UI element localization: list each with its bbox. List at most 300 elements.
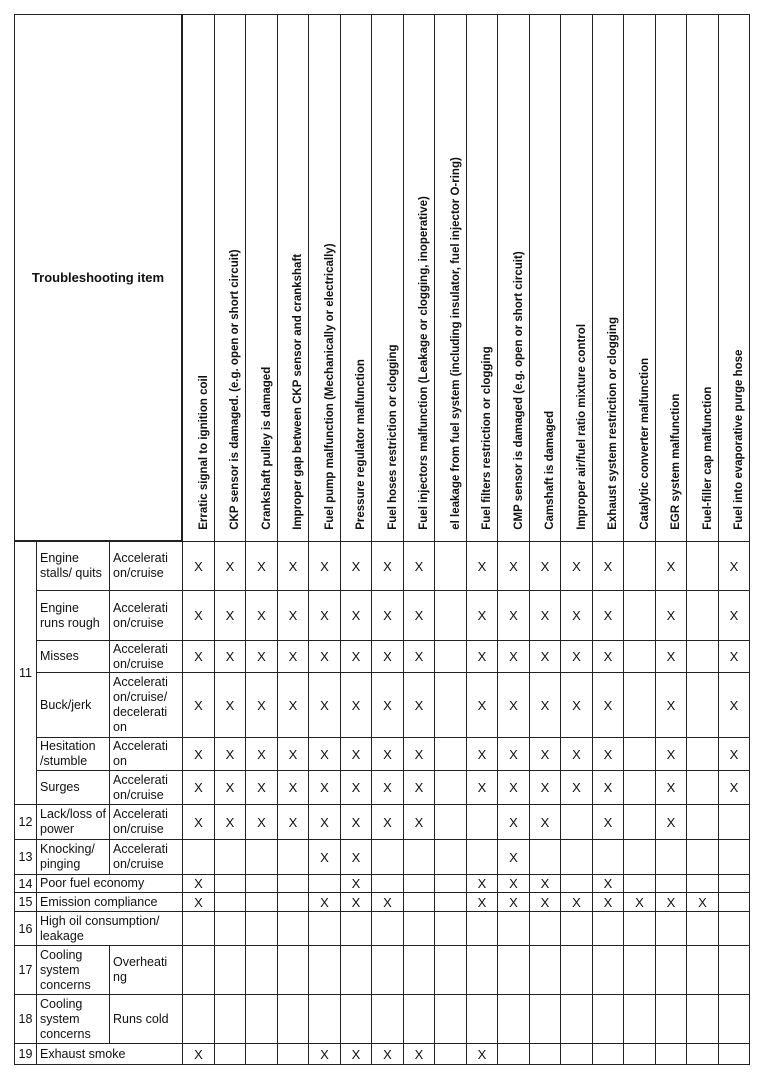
check-cell <box>214 672 246 738</box>
column-header <box>529 14 561 542</box>
item-number-label: 17 <box>18 963 33 977</box>
check-cell <box>497 994 530 1044</box>
check-cell <box>340 911 372 946</box>
x-mark: X <box>666 814 676 830</box>
check-cell <box>371 804 404 840</box>
check-cell <box>340 541 372 591</box>
x-mark: X <box>225 608 235 623</box>
check-cell <box>466 839 498 875</box>
check-cell <box>434 737 467 771</box>
check-cell <box>655 737 687 771</box>
check-cell <box>403 1043 435 1065</box>
condition-cell <box>109 770 183 805</box>
check-cell <box>308 839 341 875</box>
x-mark: X <box>729 558 739 574</box>
check-cell <box>340 874 372 893</box>
symptom-cell <box>36 541 110 591</box>
check-cell <box>497 911 530 946</box>
condition-label: Accelerati on/cruise <box>113 807 168 836</box>
x-mark: X <box>194 876 203 891</box>
check-cell <box>466 640 498 673</box>
check-cell <box>403 590 435 641</box>
check-cell <box>686 1043 719 1065</box>
check-cell <box>686 874 719 893</box>
check-cell <box>592 770 624 805</box>
x-mark: X <box>414 649 424 664</box>
check-cell <box>466 541 498 591</box>
check-cell <box>277 804 309 840</box>
check-cell <box>718 590 750 641</box>
check-cell <box>245 874 278 893</box>
check-cell <box>529 804 561 840</box>
check-cell <box>214 874 246 893</box>
check-cell <box>371 737 404 771</box>
check-cell <box>308 640 341 673</box>
item-number-label: 13 <box>18 850 33 864</box>
check-cell <box>560 804 593 840</box>
check-cell <box>623 911 656 946</box>
x-mark: X <box>383 608 392 623</box>
x-mark: X <box>572 894 581 910</box>
check-cell <box>245 804 278 840</box>
symptom-cell <box>36 945 110 995</box>
x-mark: X <box>194 649 203 664</box>
column-header <box>434 14 467 542</box>
x-mark: X <box>414 746 424 762</box>
condition-cell <box>109 804 183 840</box>
table-title-cell <box>14 14 182 541</box>
check-cell <box>371 945 404 995</box>
check-cell <box>277 994 309 1044</box>
x-mark: X <box>509 894 518 910</box>
check-cell <box>529 994 561 1044</box>
x-mark: X <box>351 780 361 795</box>
check-cell <box>182 892 215 912</box>
symptom-cell <box>36 770 110 805</box>
check-cell <box>434 1043 467 1065</box>
x-mark: X <box>320 649 329 664</box>
condition-cell <box>109 640 183 673</box>
x-mark: X <box>477 558 487 574</box>
check-cell <box>529 945 561 995</box>
check-cell <box>434 945 467 995</box>
check-cell <box>560 945 593 995</box>
x-mark: X <box>351 558 361 574</box>
check-cell <box>308 994 341 1044</box>
check-cell <box>560 737 593 771</box>
item-number <box>14 892 37 912</box>
check-cell <box>592 541 624 591</box>
check-cell <box>308 770 341 805</box>
column-header-label: Improper gap between CKP sensor and crankshaft <box>292 253 304 530</box>
x-mark: X <box>603 814 613 830</box>
check-cell <box>592 1043 624 1065</box>
check-cell <box>340 770 372 805</box>
check-cell <box>466 892 498 912</box>
check-cell <box>214 945 246 995</box>
check-cell <box>308 1043 341 1065</box>
x-mark: X <box>320 780 329 795</box>
check-cell <box>434 672 467 738</box>
x-mark: X <box>603 697 613 713</box>
check-cell <box>403 672 435 738</box>
condition-cell <box>109 994 183 1044</box>
check-cell <box>560 770 593 805</box>
check-cell <box>308 737 341 771</box>
check-cell <box>214 839 246 875</box>
check-cell <box>592 590 624 641</box>
check-cell <box>340 839 372 875</box>
check-cell <box>718 541 750 591</box>
check-cell <box>529 672 561 738</box>
check-cell <box>340 945 372 995</box>
check-cell <box>245 892 278 912</box>
symptom-cell <box>36 672 110 738</box>
check-cell <box>245 994 278 1044</box>
x-mark: X <box>383 814 392 830</box>
check-cell <box>434 541 467 591</box>
check-cell <box>497 672 530 738</box>
item-number-label: 14 <box>18 876 33 891</box>
check-cell <box>655 994 687 1044</box>
check-cell <box>277 640 309 673</box>
check-cell <box>371 672 404 738</box>
check-cell <box>560 541 593 591</box>
check-cell <box>466 672 498 738</box>
check-cell <box>277 541 309 591</box>
condition-label: Runs cold <box>113 1011 169 1026</box>
x-mark: X <box>729 780 739 795</box>
column-header <box>655 14 687 542</box>
item-number-label: 18 <box>18 1012 33 1026</box>
check-cell <box>592 892 624 912</box>
check-cell <box>371 911 404 946</box>
check-cell <box>529 770 561 805</box>
check-cell <box>214 590 246 641</box>
check-cell <box>434 770 467 805</box>
symptom-label: Knocking/ pinging <box>40 842 95 871</box>
symptom-label: Exhaust smoke <box>40 1046 126 1061</box>
check-cell <box>655 770 687 805</box>
x-mark: X <box>383 746 392 762</box>
check-cell <box>182 874 215 893</box>
check-cell <box>245 945 278 995</box>
x-mark: X <box>477 746 487 762</box>
check-cell <box>182 770 215 805</box>
x-mark: X <box>257 649 266 664</box>
symptom-label: Emission compliance <box>40 894 158 909</box>
check-cell <box>277 737 309 771</box>
symptom-label: High oil consumption/ leakage <box>40 913 160 943</box>
check-cell <box>718 874 750 893</box>
check-cell <box>434 839 467 875</box>
x-mark: X <box>477 1046 487 1062</box>
check-cell <box>214 911 246 946</box>
x-mark: X <box>414 697 424 713</box>
check-cell <box>340 737 372 771</box>
column-header-label: CKP sensor is damaged. (e.g. open or short circuit) <box>229 248 241 530</box>
x-mark: X <box>666 780 676 795</box>
check-cell <box>277 1043 309 1065</box>
check-cell <box>623 994 656 1044</box>
check-cell <box>686 911 719 946</box>
check-cell <box>686 640 719 673</box>
check-cell <box>686 892 719 912</box>
condition-cell <box>109 541 183 591</box>
column-header-label: el leakage from fuel system (including insulator, fuel injector O-ring) <box>449 156 462 530</box>
x-mark: X <box>288 649 298 664</box>
x-mark: X <box>414 780 424 795</box>
check-cell <box>592 804 624 840</box>
check-cell <box>718 839 750 875</box>
check-cell <box>560 672 593 738</box>
check-cell <box>403 839 435 875</box>
x-mark: X <box>320 849 329 865</box>
x-mark: X <box>509 746 518 762</box>
symptom-label: Misses <box>40 649 79 663</box>
x-mark: X <box>666 746 676 762</box>
check-cell <box>686 737 719 771</box>
x-mark: X <box>666 608 676 623</box>
x-mark: X <box>320 697 329 713</box>
check-cell <box>371 874 404 893</box>
x-mark: X <box>225 780 235 795</box>
check-cell <box>308 541 341 591</box>
x-mark: X <box>320 894 329 910</box>
check-cell <box>529 892 561 912</box>
symptom-label: Poor fuel economy <box>40 876 145 890</box>
check-cell <box>182 541 215 591</box>
check-cell <box>214 892 246 912</box>
check-cell <box>466 911 498 946</box>
check-cell <box>529 874 561 893</box>
check-cell <box>371 590 404 641</box>
x-mark: X <box>666 649 676 664</box>
check-cell <box>623 945 656 995</box>
check-cell <box>623 590 656 641</box>
column-header-label: EGR system malfunction <box>670 393 682 530</box>
x-mark: X <box>603 608 613 623</box>
check-cell <box>403 804 435 840</box>
symptom-label: Cooling system concerns <box>40 947 91 992</box>
check-cell <box>214 1043 246 1065</box>
check-cell <box>214 804 246 840</box>
check-cell <box>340 892 372 912</box>
check-cell <box>403 911 435 946</box>
x-mark: X <box>194 1046 203 1062</box>
column-header-label: Exhaust system restriction or clogging <box>607 316 619 530</box>
check-cell <box>718 672 750 738</box>
check-cell <box>466 590 498 641</box>
x-mark: X <box>320 814 329 830</box>
check-cell <box>308 874 341 893</box>
check-cell <box>655 945 687 995</box>
column-header-label: Crankshaft pulley is damaged <box>260 366 273 530</box>
column-header <box>560 14 593 542</box>
x-mark: X <box>288 746 298 762</box>
check-cell <box>182 994 215 1044</box>
item-number <box>14 945 37 995</box>
check-cell <box>623 874 656 893</box>
check-cell <box>560 874 593 893</box>
check-cell <box>497 640 530 673</box>
column-header <box>623 14 656 542</box>
check-cell <box>182 911 215 946</box>
x-mark: X <box>572 558 581 574</box>
column-header-label: Camshaft is damaged <box>544 410 556 530</box>
check-cell <box>497 541 530 591</box>
x-mark: X <box>320 1046 329 1062</box>
symptom-cell <box>36 892 183 912</box>
check-cell <box>655 839 687 875</box>
check-cell <box>403 770 435 805</box>
check-cell <box>214 737 246 771</box>
check-cell <box>340 640 372 673</box>
check-cell <box>245 672 278 738</box>
x-mark: X <box>477 876 487 891</box>
x-mark: X <box>540 780 550 795</box>
x-mark: X <box>509 780 518 795</box>
check-cell <box>277 590 309 641</box>
x-mark: X <box>666 558 676 574</box>
symptom-cell <box>36 737 110 771</box>
x-mark: X <box>288 608 298 623</box>
check-cell <box>214 770 246 805</box>
column-header <box>277 14 309 542</box>
check-cell <box>434 590 467 641</box>
check-cell <box>623 640 656 673</box>
check-cell <box>623 804 656 840</box>
column-header-label: Fuel filters restriction or clogging <box>481 345 493 530</box>
check-cell <box>466 874 498 893</box>
check-cell <box>655 1043 687 1065</box>
x-mark: X <box>194 814 203 830</box>
x-mark: X <box>383 1046 392 1062</box>
condition-cell <box>109 839 183 875</box>
symptom-label: Surges <box>40 780 80 794</box>
x-mark: X <box>603 649 613 664</box>
condition-cell <box>109 672 183 738</box>
check-cell <box>434 804 467 840</box>
x-mark: X <box>603 558 613 574</box>
symptom-label: Engine stalls/ quits <box>40 551 102 580</box>
column-header-label: CMP sensor is damaged (e.g. open or short circuit) <box>512 250 525 530</box>
x-mark: X <box>351 608 361 623</box>
check-cell <box>277 672 309 738</box>
x-mark: X <box>257 746 266 762</box>
check-cell <box>182 804 215 840</box>
check-cell <box>182 737 215 771</box>
x-mark: X <box>414 608 424 623</box>
check-cell <box>245 541 278 591</box>
x-mark: X <box>383 894 392 910</box>
x-mark: X <box>509 849 518 865</box>
item-number-label: 12 <box>18 815 33 829</box>
column-header <box>466 14 498 542</box>
check-cell <box>340 1043 372 1065</box>
x-mark: X <box>225 746 235 762</box>
column-header-label: Fuel pump malfunction (Mechanically or electrically) <box>323 242 336 530</box>
check-cell <box>718 911 750 946</box>
x-mark: X <box>257 697 266 713</box>
x-mark: X <box>351 1046 361 1062</box>
x-mark: X <box>509 876 518 891</box>
check-cell <box>245 770 278 805</box>
x-mark: X <box>320 558 329 574</box>
x-mark: X <box>603 746 613 762</box>
check-cell <box>718 1043 750 1065</box>
check-cell <box>182 945 215 995</box>
column-header <box>686 14 719 542</box>
check-cell <box>340 994 372 1044</box>
x-mark: X <box>509 558 518 574</box>
x-mark: X <box>698 894 707 910</box>
column-header <box>371 14 404 542</box>
x-mark: X <box>257 814 266 830</box>
symptom-label: Engine runs rough <box>40 600 100 630</box>
symptom-cell <box>36 1043 183 1065</box>
x-mark: X <box>225 814 235 830</box>
check-cell <box>497 590 530 641</box>
x-mark: X <box>477 649 487 664</box>
check-cell <box>182 1043 215 1065</box>
x-mark: X <box>383 558 392 574</box>
check-cell <box>592 672 624 738</box>
check-cell <box>403 541 435 591</box>
check-cell <box>245 1043 278 1065</box>
check-cell <box>214 541 246 591</box>
check-cell <box>403 640 435 673</box>
column-header <box>340 14 372 542</box>
column-header <box>308 14 341 542</box>
check-cell <box>529 1043 561 1065</box>
check-cell <box>560 590 593 641</box>
column-header <box>497 14 530 542</box>
x-mark: X <box>351 649 361 664</box>
check-cell <box>686 541 719 591</box>
check-cell <box>655 804 687 840</box>
symptom-label: Hesitation /stumble <box>40 739 96 768</box>
x-mark: X <box>572 780 581 795</box>
condition-label: Accelerati on/cruise <box>113 600 168 630</box>
check-cell <box>497 737 530 771</box>
x-mark: X <box>351 849 361 865</box>
item-number <box>14 1043 37 1065</box>
x-mark: X <box>540 649 550 664</box>
symptom-label: Cooling system concerns <box>40 996 91 1041</box>
check-cell <box>529 541 561 591</box>
x-mark: X <box>666 697 676 713</box>
check-cell <box>277 839 309 875</box>
symptom-label: Buck/jerk <box>40 697 92 712</box>
check-cell <box>560 1043 593 1065</box>
check-cell <box>245 839 278 875</box>
x-mark: X <box>288 814 298 830</box>
condition-cell <box>109 945 183 995</box>
check-cell <box>245 590 278 641</box>
x-mark: X <box>477 608 487 623</box>
check-cell <box>623 770 656 805</box>
check-cell <box>655 590 687 641</box>
check-cell <box>686 839 719 875</box>
check-cell <box>497 945 530 995</box>
check-cell <box>655 640 687 673</box>
check-cell <box>340 590 372 641</box>
x-mark: X <box>383 649 392 664</box>
x-mark: X <box>194 780 203 795</box>
check-cell <box>497 770 530 805</box>
x-mark: X <box>288 697 298 713</box>
